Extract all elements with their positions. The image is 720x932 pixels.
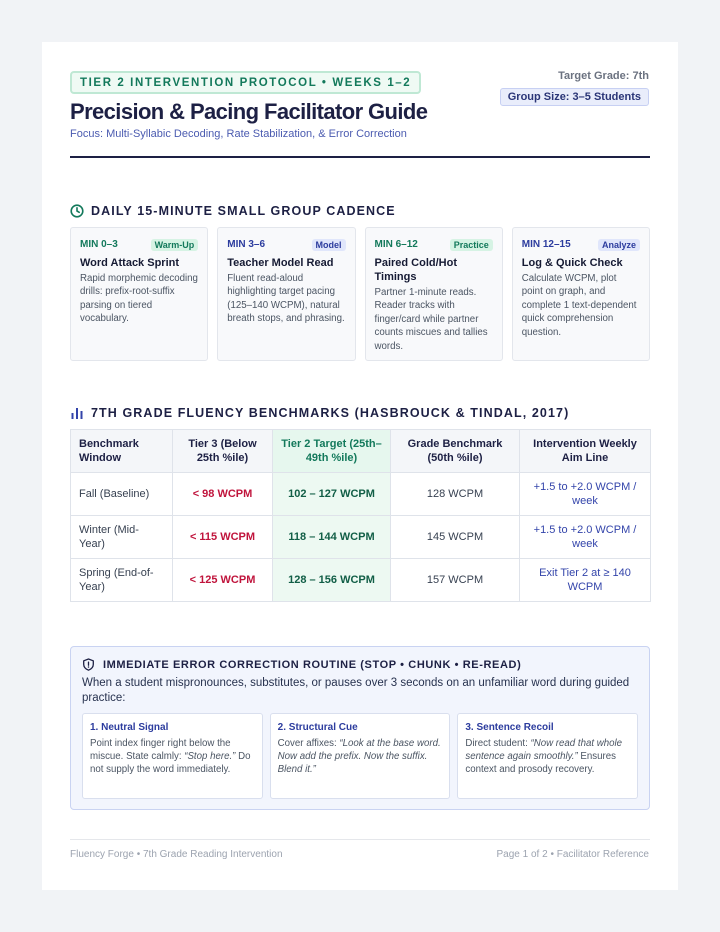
footer-brand: Fluency Forge • 7th Grade Reading Intervention (70, 849, 283, 860)
cell-tier3: < 115 WCPM (173, 516, 273, 559)
card-tag: Practice (450, 239, 493, 251)
column-header-benchmark: Grade Benchmark (50th %ile) (391, 430, 520, 473)
cadence-heading-label: DAILY 15-MINUTE SMALL GROUP CADENCE (91, 204, 396, 218)
column-header-window: Benchmark Window (71, 430, 173, 473)
table-row (71, 559, 651, 602)
error-correction-panel (70, 646, 650, 810)
cell-tier3: < 98 WCPM (173, 473, 273, 516)
step-card-sentence-recoil (457, 713, 638, 799)
guide-page (42, 42, 678, 890)
cell-window: Spring (End-of-Year) (71, 559, 173, 602)
card-activity-name: Paired Cold/Hot Timings (374, 257, 458, 283)
step-text: Point index finger right below the miscue. State calmly: “Stop here.” Do not supply the word immediately. (90, 738, 251, 776)
benchmarks-table (70, 429, 651, 602)
table-header-row (71, 430, 651, 473)
cadence-card-practice (365, 227, 503, 361)
clock-icon (70, 204, 84, 218)
column-header-tier3: Tier 3 (Below 25th %ile) (173, 430, 273, 473)
cell-benchmark: 128 WCPM (391, 473, 520, 516)
step-card-structural-cue (270, 713, 451, 799)
table-row (71, 473, 651, 516)
cell-tier2: 102 – 127 WCPM (273, 473, 391, 516)
step-quote: “Look at the base word. Now add the prefix. Now the suffix. Blend it.” (277, 738, 441, 776)
cell-tier2: 128 – 156 WCPM (273, 559, 391, 602)
error-correction-intro: When a student mispronounces, substitutes, or pauses over 3 seconds on an unfamiliar word during guided practice: (82, 677, 630, 704)
cadence-card-analyze (512, 227, 650, 361)
focus-subtitle: Focus: Multi-Syllabic Decoding, Rate Stabilization, & Error Correction (70, 128, 407, 140)
card-description: Rapid morphemic decoding drills: prefix-root-suffix parsing on tiered vocabulary. (80, 273, 198, 325)
shield-alert-icon (82, 658, 95, 671)
card-tag: Warm-Up (151, 239, 199, 251)
cell-window: Winter (Mid-Year) (71, 516, 173, 559)
card-description: Partner 1-minute reads. Reader tracks with finger/card while partner counts miscues and tallies words. (374, 287, 488, 352)
cell-benchmark: 157 WCPM (391, 559, 520, 602)
card-minutes: MIN 6–12 (374, 239, 418, 250)
cell-window: Fall (Baseline) (71, 473, 173, 516)
footer-divider (70, 839, 650, 840)
page-title: Precision & Pacing Facilitator Guide (70, 99, 428, 124)
card-description: Calculate WCPM, plot point on graph, and complete 1 text-dependent quick comprehension question. (521, 273, 637, 338)
step-card-neutral-signal (82, 713, 263, 799)
step-title: 1. Neutral Signal (90, 722, 169, 733)
card-minutes: MIN 12–15 (521, 239, 571, 250)
card-minutes: MIN 3–6 (227, 239, 266, 250)
card-activity-name: Log & Quick Check (521, 257, 623, 269)
card-activity-name: Teacher Model Read (227, 257, 334, 269)
cadence-heading (70, 204, 396, 218)
cell-tier2: 118 – 144 WCPM (273, 516, 391, 559)
step-title: 2. Structural Cue (277, 722, 358, 733)
cadence-cards (70, 227, 650, 361)
card-description: Fluent read-aloud highlighting target pacing (125–140 WCPM), natural breath stops, and phrasing. (227, 273, 345, 325)
card-tag: Model (312, 239, 346, 251)
cadence-card-model (217, 227, 355, 361)
column-header-tier2: Tier 2 Target (25th–49th %ile) (273, 430, 391, 473)
card-activity-name: Word Attack Sprint (80, 257, 180, 269)
target-grade: Target Grade: 7th (558, 70, 649, 82)
error-correction-heading (82, 658, 638, 671)
step-quote: “Stop here.” (184, 751, 236, 763)
cell-benchmark: 145 WCPM (391, 516, 520, 559)
step-title: 3. Sentence Recoil (465, 722, 554, 733)
correction-steps (82, 713, 638, 799)
benchmarks-heading-label: 7TH GRADE FLUENCY BENCHMARKS (HASBROUCK & TINDAL, 2017) (91, 406, 570, 420)
cadence-card-warm-up (70, 227, 208, 361)
card-minutes: MIN 0–3 (80, 239, 118, 250)
benchmarks-heading (70, 406, 569, 420)
card-tag: Analyze (598, 239, 640, 251)
cell-aim: +1.5 to +2.0 WCPM / week (520, 473, 651, 516)
cell-aim: Exit Tier 2 at ≥ 140 WCPM (520, 559, 651, 602)
step-text: Cover affixes: “Look at the base word. Now add the prefix. Now the suffix. Blend it.” (277, 738, 441, 776)
error-correction-heading-label: IMMEDIATE ERROR CORRECTION ROUTINE (STOP • CHUNK • RE-READ) (103, 658, 522, 671)
group-size-badge: Group Size: 3–5 Students (500, 88, 649, 106)
step-quote: “Now read that whole sentence again smoothly.” (465, 738, 623, 763)
cell-aim: +1.5 to +2.0 WCPM / week (520, 516, 651, 559)
page-number: Page 1 of 2 • Facilitator Reference (496, 849, 649, 860)
cell-tier3: < 125 WCPM (173, 559, 273, 602)
protocol-badge: TIER 2 INTERVENTION PROTOCOL • WEEKS 1–2 (70, 71, 421, 94)
column-header-aim: Intervention Weekly Aim Line (520, 430, 651, 473)
bar-chart-icon (70, 406, 84, 420)
table-row (71, 516, 651, 559)
step-text: Direct student: “Now read that whole sentence again smoothly.” Ensures context and prosody recovery. (465, 738, 623, 776)
header-divider (70, 156, 650, 158)
